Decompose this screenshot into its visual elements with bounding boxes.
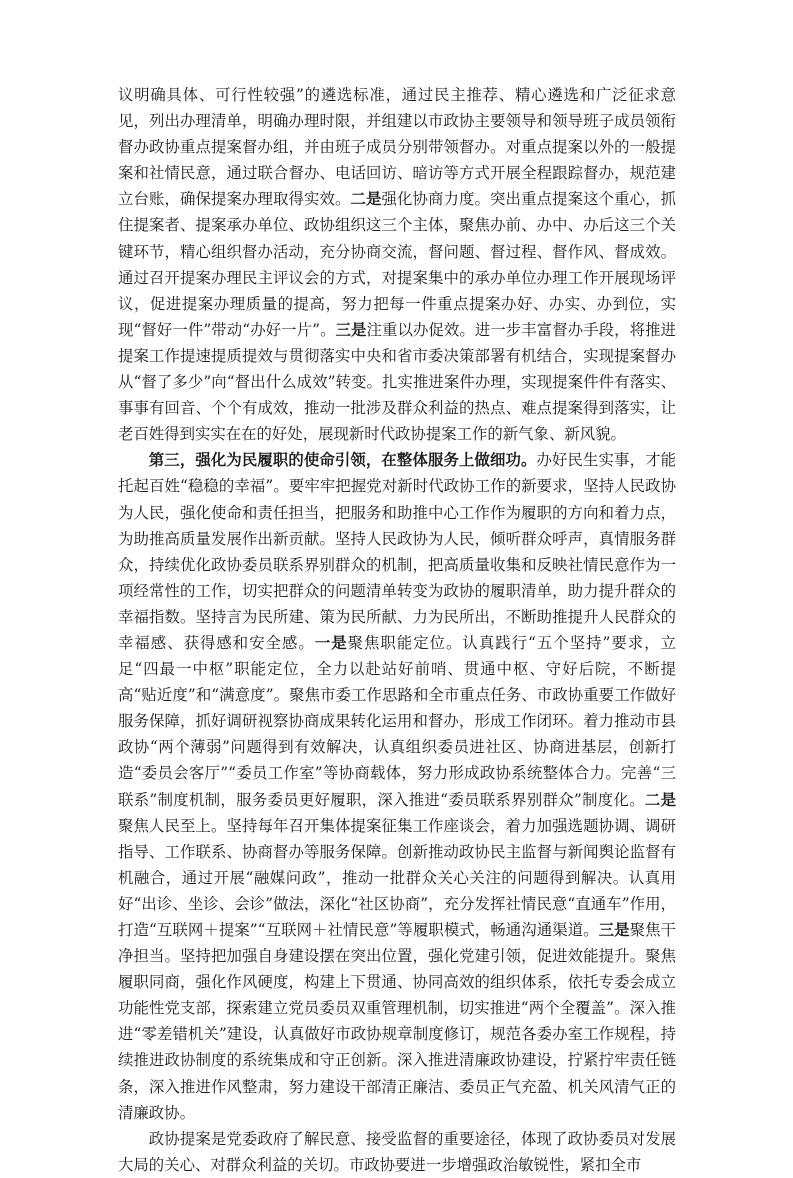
paragraph-1 (118, 82, 676, 447)
document-page (118, 82, 676, 1178)
paragraph-2-text: 办好民生实事，才能托起百姓“稳稳的幸福”。要牢牢把握党对新时代政协工作的新要求，坚持人民政协为人民，强化使命和责任担当，把服务和助推中心工作作为履职的方向和着力点，为助推高质量发展作出新贡献。坚持人民政协为人民，倾听群众呼声，真情服务群众，持续优化政协委员联系界别群众的机制，把高质量收集和反映社情民意作为一项经常性的工作，切实把群众的问题清单转变为政协的履职清单，助力提升群众的幸福指数。坚持言为民所建、策为民所献、力为民所出，不断助推提升人民群众的幸福感、获得感和安全感。 (118, 451, 676, 652)
paragraph-1-text: 强化协商力度。突出重点提案这个重心，抓住提案者、提案承办单位、政协组织这三个主体，聚焦办前、办中、办后这三个关键环节，精心组织督办活动，充分协商交流，督问题、督过程、督作风、督成效。通过召开提案办理民主评议会的方式，对提案集中的承办单位办理工作开展现场评议，促进提案办理质量的提高，努力把每一件重点提案办好、办实、办到位，实现“督好一件”带动“办好一片”。 (118, 190, 676, 339)
bold-marker-three: 三是 (598, 921, 630, 939)
paragraph-3 (118, 1126, 676, 1178)
paragraph-1-text: 注重以办促效。进一步丰富督办手段，将推进提案工作提速提质提效与贯彻落实中央和省市委决策部署有机结合，实现提案督办从“督了多少”向“督出什么成效”转变。扎实推进案件办理，实现提案件件有落实、事事有回音、个个有成效，推动一批涉及群众利益的热点、难点提案得到落实，让老百姓得到实实在在的好处，展现新时代政协提案工作的新气象、新风貌。 (118, 320, 676, 444)
section-heading: 第三，强化为民履职的使命引领，在整体服务上做细功。 (148, 451, 537, 470)
bold-marker-three: 三是 (335, 320, 367, 339)
paragraph-1-text: 议明确具体、可行性较强”的遴选标准，通过民主推荐、精心遴选和广泛征求意见，列出办理清单，明确办理时限，并组建以市政协主要领导和领导班子成员领衔督办政协重点提案督办组，并由班子成员分别带领督办。对重点提案以外的一般提案和社情民意，通过联合督办、电话回访、暗访等方式开展全程跟踪督办，规范建立台账，确保提案办理取得实效。 (118, 86, 676, 209)
bold-marker-two: 二是 (644, 790, 676, 809)
bold-marker-two: 二是 (350, 190, 382, 209)
paragraph-2-text: 聚焦人民至上。坚持每年召开集体提案征集工作座谈会，着力加强选题协调、调研指导、工作联系、协商督办等服务保障。创新推动政协民主监督与新闻舆论监督有机融合，通过开展“融媒问政”，推动一批群众关心关注的问题得到解决。认真用好“出诊、坐诊、会诊”做法，深化“社区协商”，充分发挥社情民意“直通车”作用，打造“互联网＋提案”“互联网＋社情民意”等履职模式，畅通沟通渠道。 (118, 816, 676, 939)
paragraph-2 (118, 447, 676, 1125)
paragraph-3-text: 政协提案是党委政府了解民意、接受监督的重要途径，体现了政协委员对发展大局的关心、对群众利益的关切。市政协要进一步增强政治敏锐性，紧扣全市 (118, 1129, 676, 1174)
paragraph-2-text: 聚焦职能定位。认真践行“五个坚持”要求，立足“四最一中枢”职能定位，全力以赴站好前哨、贯通中枢、守好后院，不断提高“贴近度”和“满意度”。聚焦市委工作思路和全市重点任务、市政协重要工作做好服务保障，抓好调研视察协商成果转化运用和督办，形成工作闭环。着力推动市县政协“两个薄弱”问题得到有效解决，认真组织委员进社区、协商进基层，创新打造“委员会客厅”“委员工作室”等协商载体，努力形成政协系统整体合力。完善“三联系”制度机制，服务委员更好履职，深入推进“委员联系界别群众”制度化。 (118, 633, 676, 809)
paragraph-2-text: 聚焦干净担当。坚持把加强自身建设摆在突出位置，强化党建引领，促进效能提升。聚焦履职同商，强化作风硬度，构建上下贯通、协同高效的组织体系，依托专委会成立功能性党支部，探索建立党员委员双重管理机制，切实推进“两个全覆盖”。深入推进“零差错机关”建设，认真做好市政协规章制度修订，规范各委办室工作规程，持续推进政协制度的系统集成和守正创新。深入推进清廉政协建设，拧紧拧牢责任链条，深入推进作风整肃，努力建设干部清正廉洁、委员正气充盈、机关风清气正的清廉政协。 (118, 921, 676, 1122)
bold-marker-one: 一是 (314, 633, 348, 652)
